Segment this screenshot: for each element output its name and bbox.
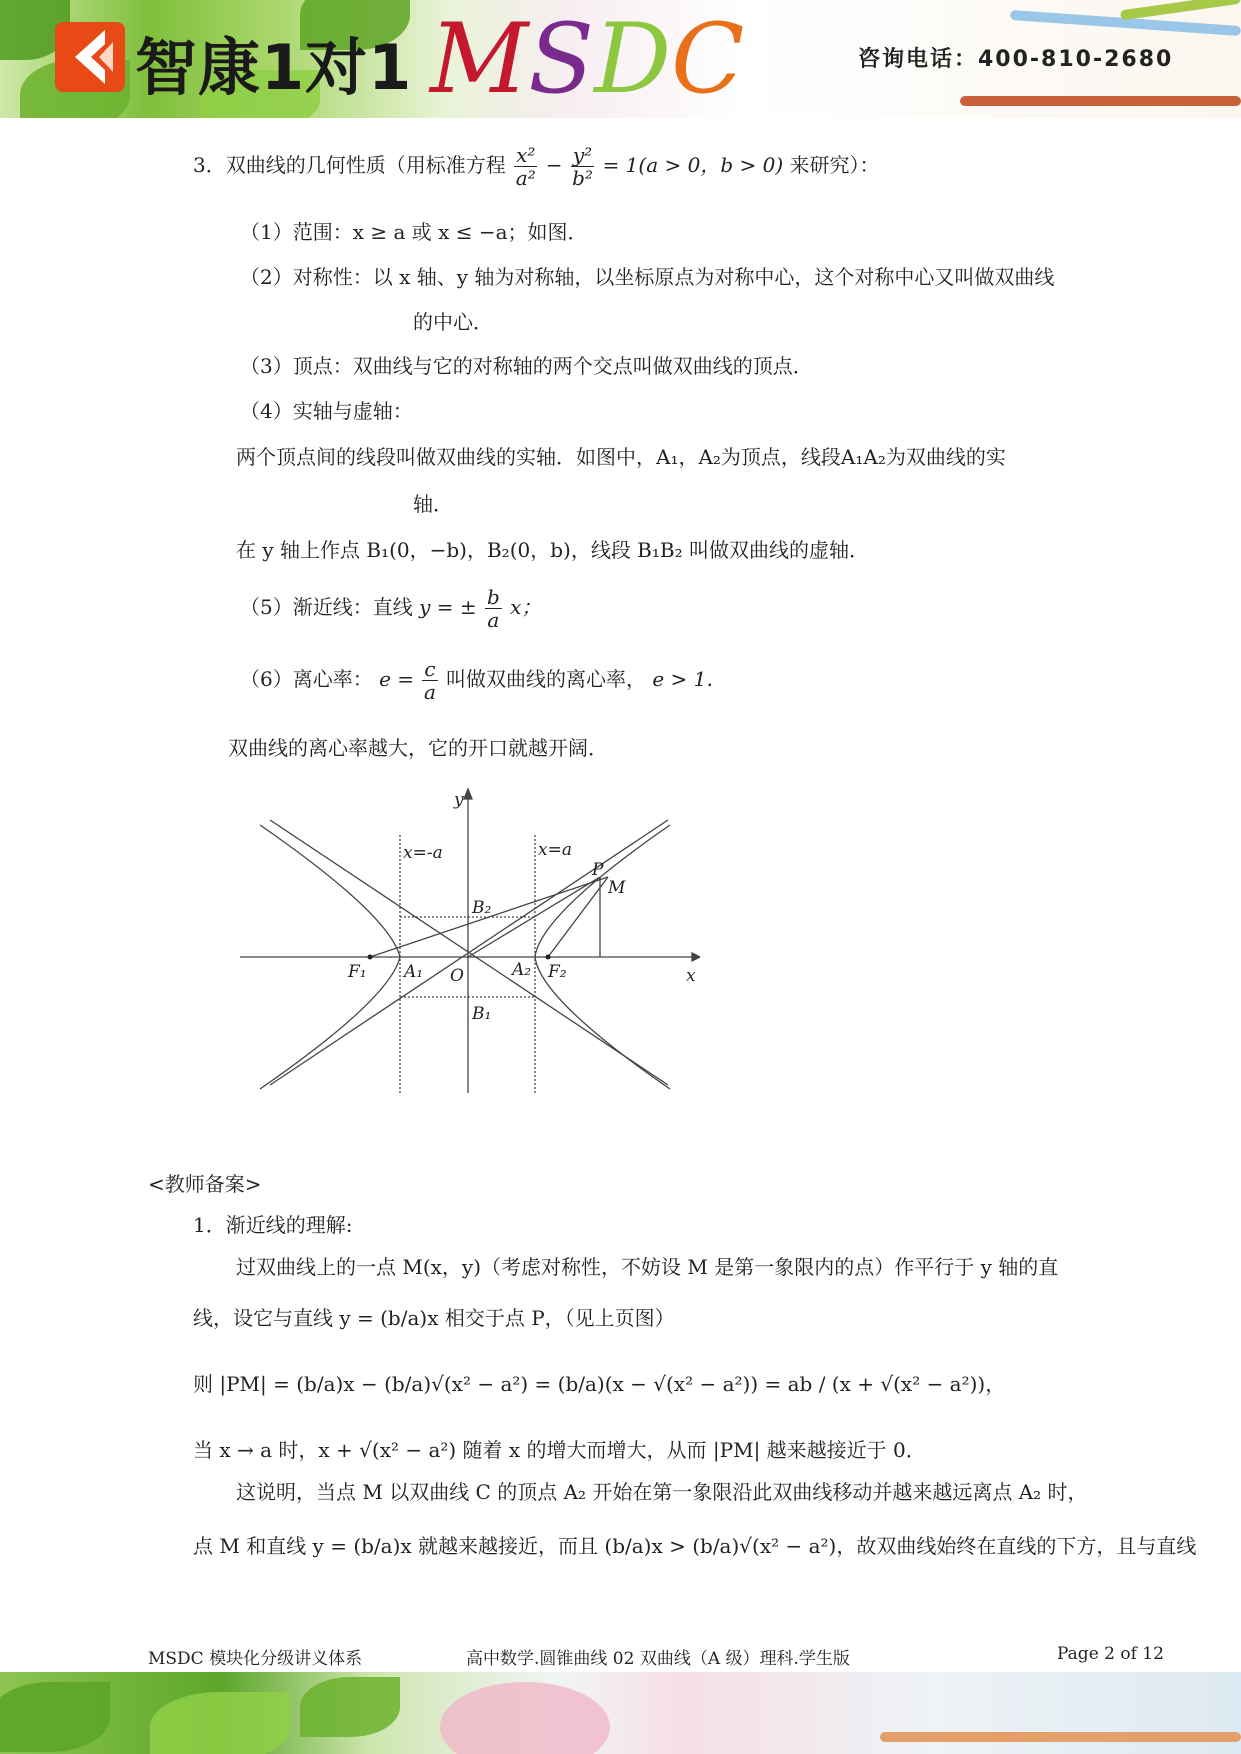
y-label: y — [454, 790, 464, 810]
pencil-decoration — [960, 96, 1241, 106]
brand-name: 智康1对1 — [135, 31, 413, 104]
intro-pre: 3．双曲线的几何性质（用标准方程 — [193, 153, 506, 177]
teacher-p2: 线，设它与直线 y = (b/a)x 相交于点 P，（见上页图） — [193, 1306, 675, 1330]
asymptote-item — [240, 586, 541, 631]
msdc-letter: S — [528, 3, 595, 115]
focus-f2-dot — [546, 955, 551, 960]
msdc-logo — [430, 0, 744, 118]
fraction: $\frac{b}{a}$ — [486, 585, 500, 632]
asymptote-eq-lhs: y = ± — [419, 595, 477, 619]
x-label: x — [686, 966, 696, 986]
imag-axis-text: 在 y 轴上作点 B₁(0，−b)，B₂(0，b)，线段 B₁B₂ 叫做双曲线的虚轴． — [236, 538, 869, 562]
brand-logo-icon — [55, 22, 125, 92]
butterfly-decoration — [440, 1682, 610, 1754]
footer-title: 高中数学.圆锥曲线 02 双曲线（A 级）理科.学生版 — [466, 1649, 850, 1669]
x-neg-a-label: x=-a — [403, 843, 443, 863]
ecc-desc: 叫做双曲线的离心率， — [445, 667, 646, 691]
leaf-decoration — [0, 1682, 110, 1752]
x-a-label: x=a — [538, 840, 572, 860]
msdc-letter: C — [671, 3, 745, 115]
p-label: P — [592, 860, 604, 880]
teacher-p1: 过双曲线上的一点 M(x，y)（考虑对称性，不妨设 M 是第一象限内的点）作平行于 y 轴的直 — [236, 1255, 1059, 1279]
page-header — [0, 0, 1241, 118]
a1-label: A₁ — [404, 962, 424, 982]
range-item: （1）范围：x ≥ a 或 x ≤ −a；如图． — [240, 220, 588, 244]
line-f2-m — [548, 877, 608, 957]
vertex-item: （3）顶点：双曲线与它的对称轴的两个交点叫做双曲线的顶点． — [240, 354, 813, 378]
m-label: M — [608, 878, 626, 898]
ecc-range: e > 1． — [652, 667, 727, 691]
teacher-p4: 当 x → a 时，x + √(x² − a²) 随着 x 的增大而增大，从而 |PM| 越来越接近于 0． — [193, 1438, 926, 1462]
x-axis-arrow-icon — [692, 953, 700, 961]
real-axis-text: 两个顶点间的线段叫做双曲线的实轴．如图中，A₁，A₂为顶点，线段A₁A₂为双曲线的实 — [236, 445, 1006, 469]
section-3-title — [193, 144, 880, 189]
origin-label: O — [450, 966, 464, 986]
hyperbola-figure — [240, 785, 700, 1105]
b2-label: B₂ — [472, 898, 492, 918]
leaf-decoration — [300, 1677, 400, 1737]
ecc-label: （6）离心率： — [240, 667, 373, 691]
asymptote-eq-rhs: x； — [510, 595, 542, 619]
teacher-heading: <教师备案> — [148, 1172, 262, 1196]
eccentricity-item — [240, 658, 726, 703]
leaf-decoration — [150, 1692, 290, 1754]
ecc-note: 双曲线的离心率越大，它的开口就越开阔． — [228, 736, 608, 760]
a2-label: A₂ — [512, 960, 532, 980]
teacher-p5: 这说明，当点 M 以双曲线 C 的顶点 A₂ 开始在第一象限沿此双曲线移动并越来越远离点 A₂ 时， — [236, 1480, 1088, 1504]
fraction: $\frac{c}{a}$ — [424, 657, 436, 704]
pencil-decoration — [880, 1732, 1241, 1742]
real-axis-text-cont: 轴． — [413, 492, 453, 516]
intro-post: 来研究）： — [789, 153, 880, 177]
f2-label: F₂ — [548, 962, 567, 982]
symmetry-item-cont: 的中心． — [413, 310, 493, 334]
equation-tail: = 1(a > 0，b > 0) — [602, 153, 784, 177]
fraction: $\frac{\text{x²}}{\text{a²}}$ — [515, 143, 536, 190]
axes-item-title: （4）实轴与虚轴： — [240, 399, 413, 423]
symmetry-item: （2）对称性：以 x 轴、y 轴为对称轴，以坐标原点为对称中心，这个对称中心又叫做双曲线 — [240, 265, 1055, 289]
minus-sign: − — [545, 153, 563, 177]
ecc-eq-lhs: e = — [379, 667, 415, 691]
pencil-decoration — [1120, 0, 1241, 20]
footer-series: MSDC 模块化分级讲义体系 — [148, 1649, 363, 1669]
teacher-item-1: 1．渐近线的理解: — [193, 1213, 353, 1237]
teacher-p6: 点 M 和直线 y = (b/a)x 就越来越接近，而且 (b/a)x > (b/a)√(x² − a²)，故双曲线始终在直线的下方，且与直线 — [193, 1534, 1197, 1558]
focus-f1-dot — [368, 955, 373, 960]
b1-label: B₁ — [472, 1004, 492, 1024]
y-axis-arrow-icon — [464, 789, 472, 799]
hotline-text: 咨询电话：400-810-2680 — [858, 47, 1174, 72]
teacher-p3: 则 |PM| = (b/a)x − (b/a)√(x² − a²) = (b/a)(x − √(x² − a²)) = ab / (x + √(x² − a²))， — [193, 1372, 1006, 1396]
msdc-letter: M — [430, 3, 529, 115]
asymptote-label: （5）渐近线：直线 — [240, 595, 413, 619]
f1-label: F₁ — [348, 962, 367, 982]
page-number: Page 2 of 12 — [1057, 1644, 1164, 1664]
msdc-letter: D — [594, 3, 672, 115]
footer-decoration — [0, 1672, 1241, 1754]
fraction: $\frac{\text{y²}}{\text{b²}}$ — [572, 143, 593, 190]
